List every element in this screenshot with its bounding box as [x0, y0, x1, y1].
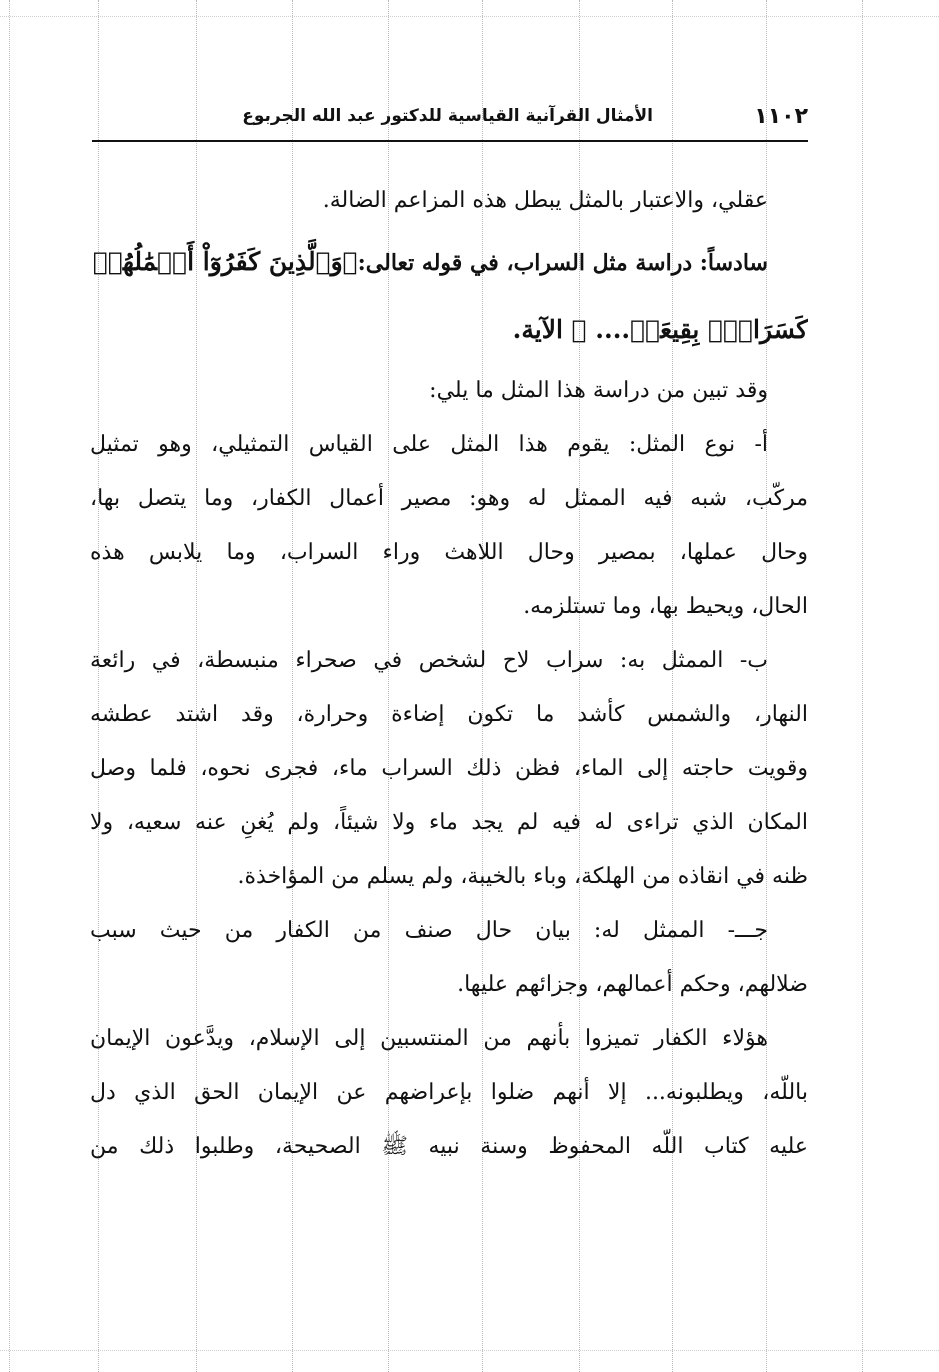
text-line: جـــ- الممثل له: بيان حال صنف من الكفار من حيث سبب — [90, 918, 768, 943]
text-line: وحال عملها، بمصير وحال اللاهث وراء السراب، وما يلابس هذه — [90, 540, 808, 565]
text-line: وقد تبين من دراسة هذا المثل ما يلي: — [429, 378, 768, 403]
text-line: أ- نوع المثل: يقوم هذا المثل على القياس التمثيلي، وهو تمثيل — [90, 432, 768, 457]
running-title: الأمثال القرآنية القياسية للدكتور عبد الله الجربوع — [242, 106, 653, 126]
grid-line — [9, 0, 10, 1372]
page-number: ١١٠٢ — [754, 104, 808, 129]
text-line: مركّب، شبه فيه الممثل له وهو: مصير أعمال الكفار، وما يتصل بها، — [90, 486, 808, 511]
quran-verse-continuation — [90, 296, 808, 364]
grid-line — [0, 1350, 939, 1351]
text-line: عليه كتاب اللّه المحفوظ وسنة نبيه ﷺ الصحيحة، وطلبوا ذلك من — [90, 1134, 808, 1159]
text-line: وقويت حاجته إلى الماء، فظن ذلك السراب ماء، فجرى نحوه، فلما وصل — [90, 756, 808, 781]
text-line: ظنه في انقاذه من الهلكة، وباء بالخيبة، ولم يسلم من المؤاخذة. — [237, 864, 808, 889]
text-line: عقلي، والاعتبار بالمثل يبطل هذه المزاعم الضالة. — [322, 188, 768, 213]
text-line: ب- الممثل به: سراب لاح لشخص في صحراء منبسطة، في رائعة — [90, 648, 768, 673]
heading-text: سادساً: دراسة مثل السراب، في قوله تعالى: — [357, 250, 768, 276]
quran-verse: ﴿وَٱلَّذِينَ كَفَرُوٓاْ أَعۡمَٰلُهُمۡ — [92, 247, 358, 276]
page-body — [90, 174, 808, 1174]
grid-line — [862, 0, 863, 1372]
grid-line — [0, 16, 939, 17]
text-line: المكان الذي تراءى له فيه لم يجد ماء ولا شيئاً، ولم يُغنِ عنه سعيه، ولا — [90, 810, 808, 835]
text-line: النهار، والشمس كأشد ما تكون إضاءة وحرارة، وقد اشتد عطشه — [90, 702, 808, 727]
text-line: الحال، ويحيط بها، وما تستلزمه. — [523, 594, 808, 619]
text-line: هؤلاء الكفار تميزوا بأنهم من المنتسبين إلى الإسلام، ويدَّعون الإيمان — [90, 1026, 768, 1051]
page-header — [92, 100, 808, 142]
section-heading — [90, 228, 808, 296]
quran-verse: كَسَرَابِۭ بِقِيعَةٖ.... ﴾ الآية. — [512, 315, 808, 344]
text-line: باللّه، ويطلبونه... إلا أنهم ضلوا بإعراضهم عن الإيمان الحق الذي دل — [90, 1080, 808, 1105]
text-line: ضلالهم، وحكم أعمالهم، وجزائهم عليها. — [457, 972, 808, 997]
